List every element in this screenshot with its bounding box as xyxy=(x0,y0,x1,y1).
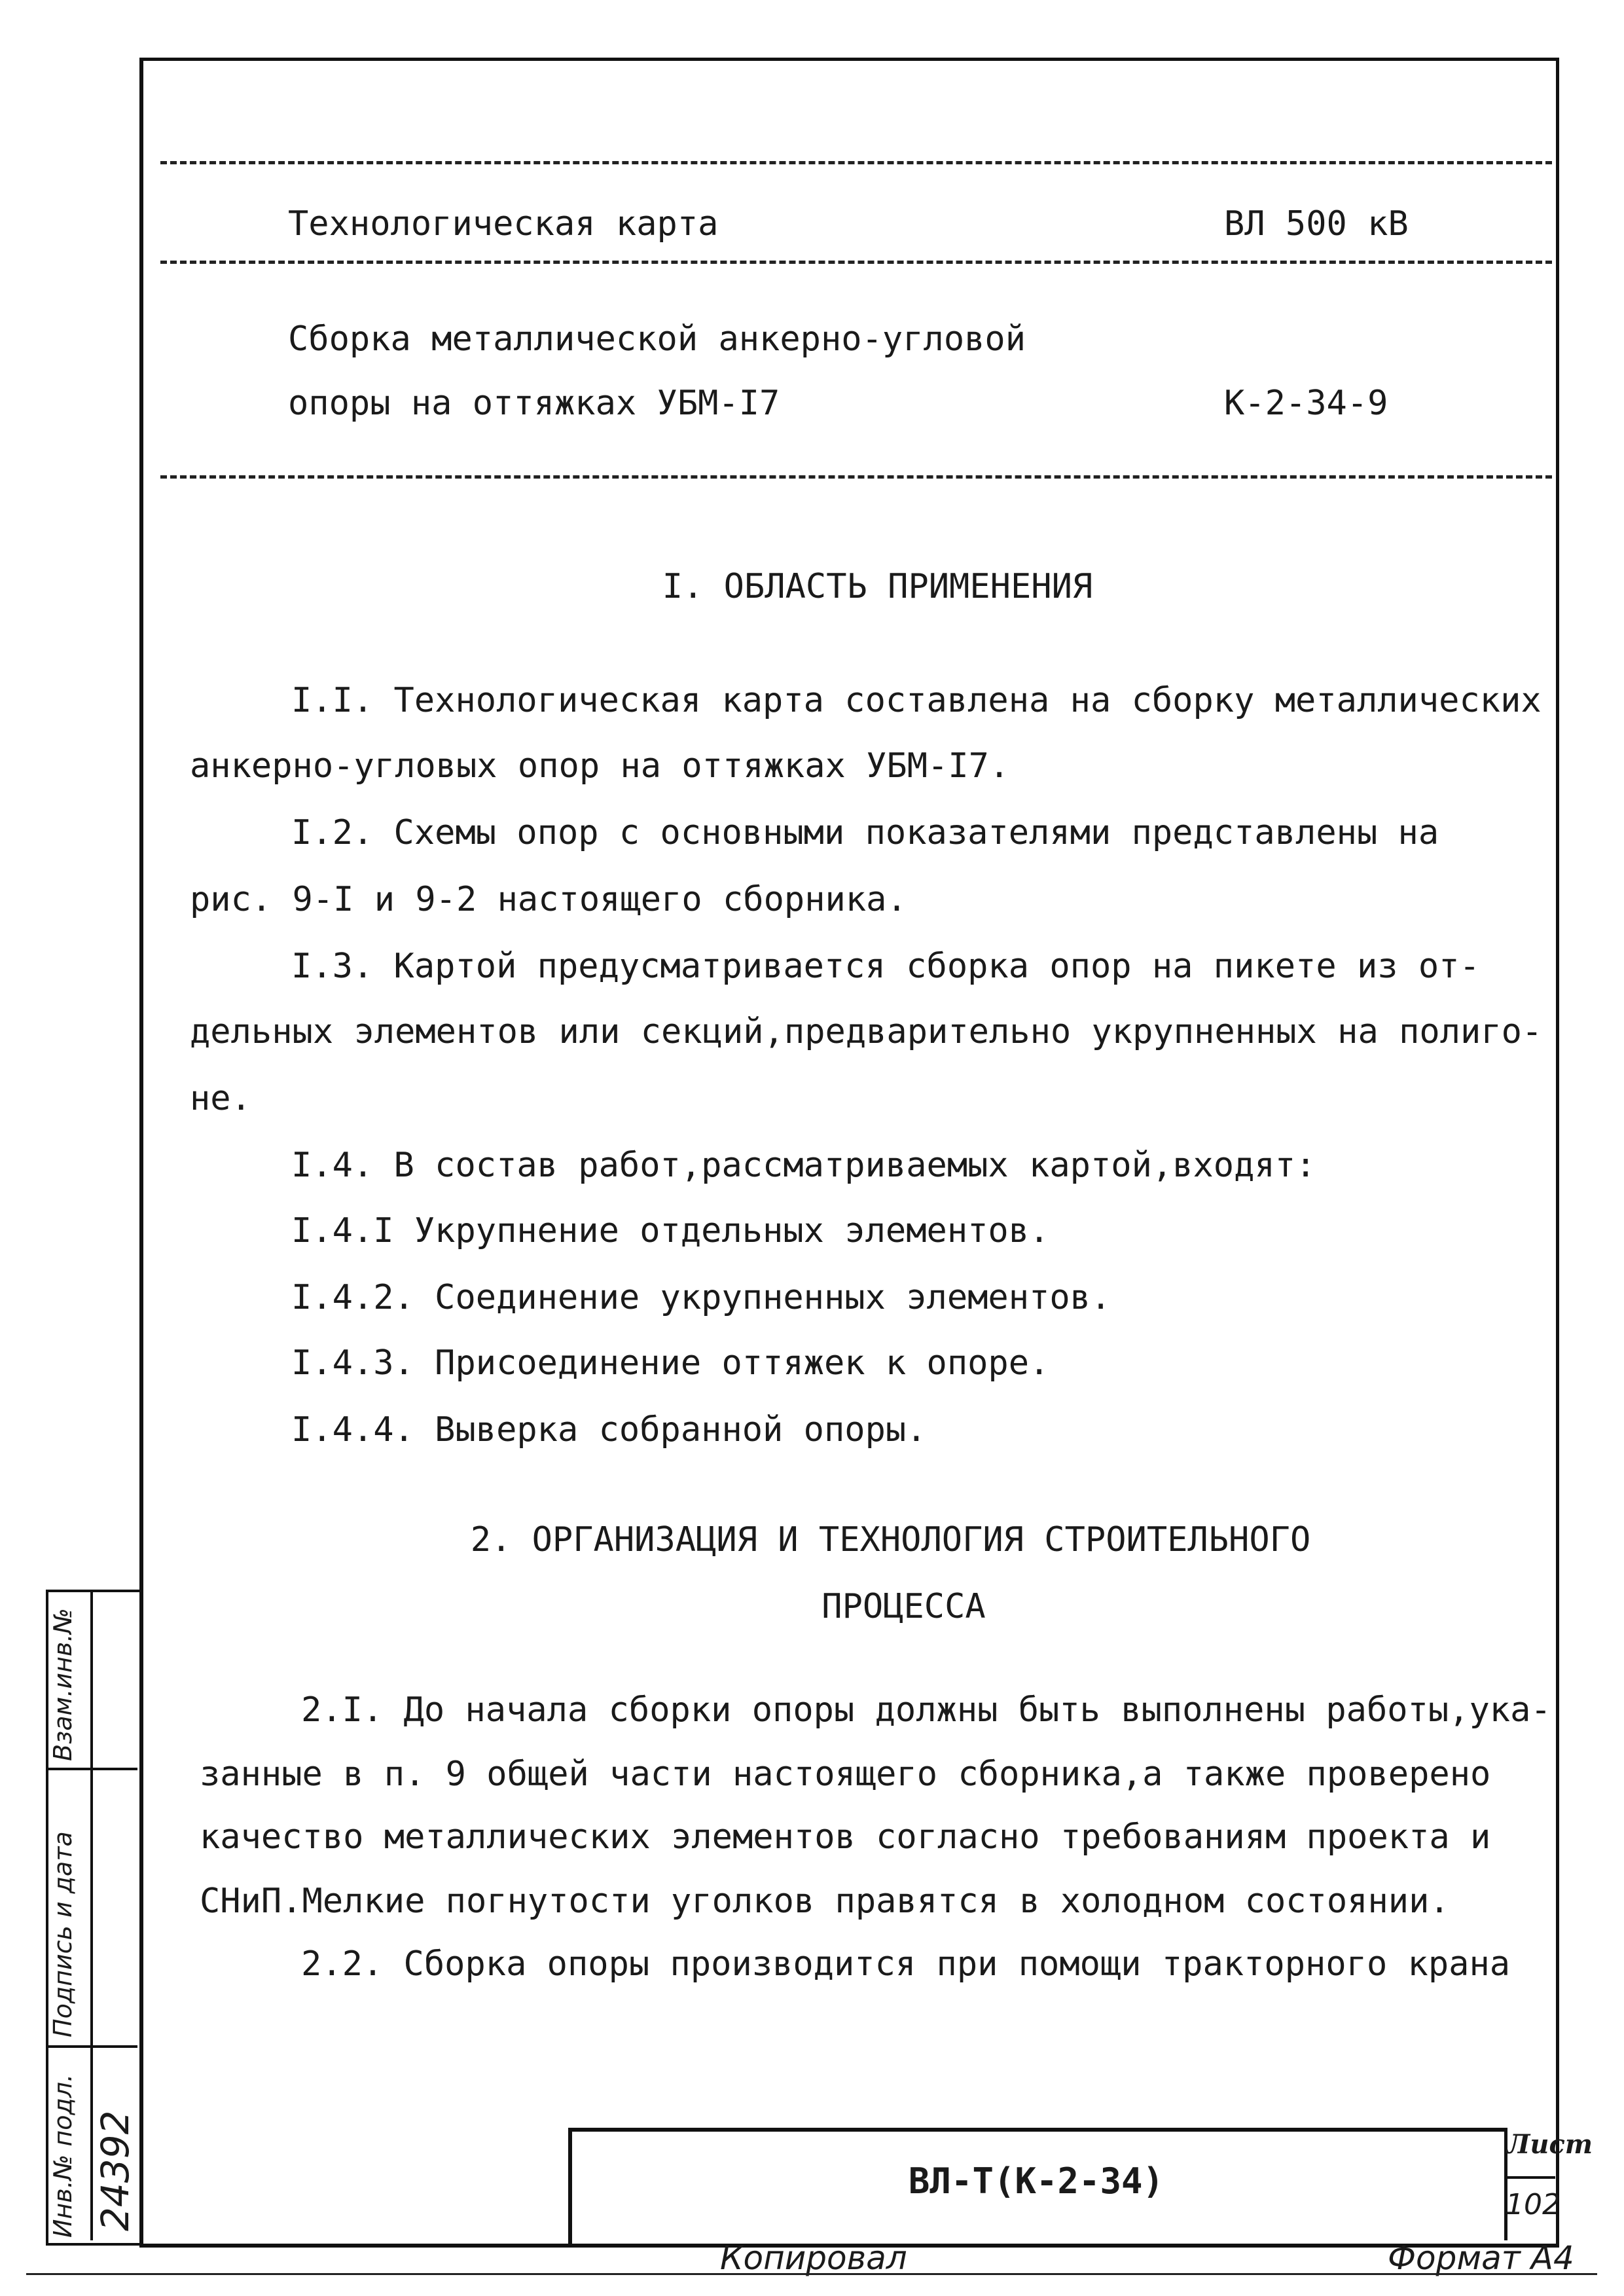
side-block-divider xyxy=(46,2045,137,2048)
body-line: I.I. Технологическая карта составлена на сборку металлических xyxy=(291,681,1542,720)
section2-heading-line1: 2. ОРГАНИЗАЦИЯ И ТЕХНОЛОГИЯ СТРОИТЕЛЬНОГО xyxy=(470,1520,1311,1559)
body-line: I.4.3. Присоединение оттяжек к опоре. xyxy=(291,1343,1050,1383)
doc-code: К-2-34-9 xyxy=(1224,384,1388,423)
inv-number-label: Инв.№ подл. xyxy=(48,2073,77,2238)
body-line: I.4.4. Выверка собранной опоры. xyxy=(291,1410,927,1449)
body-line: анкерно-угловых опор на оттяжках УБМ-I7. xyxy=(190,746,1010,786)
line-voltage: ВЛ 500 кВ xyxy=(1224,204,1409,244)
body-line: I.4. В состав работ,рассматриваемых картой,входят: xyxy=(291,1146,1316,1185)
body-line: 2.2. Сборка опоры производится при помощи тракторного крана xyxy=(301,1944,1511,1984)
sheet-number: 102 xyxy=(1506,2188,1561,2221)
title-block-code: ВЛ-Т(К-2-34) xyxy=(908,2160,1164,2202)
section1-heading: I. ОБЛАСТЬ ПРИМЕНЕНИЯ xyxy=(662,567,1093,606)
copied-note: Копировал xyxy=(720,2239,907,2277)
section2-heading-line2: ПРОЦЕССА xyxy=(821,1587,986,1626)
side-block-divider xyxy=(46,1768,137,1770)
format-note: Формат А4 xyxy=(1388,2239,1574,2277)
body-line: I.2. Схемы опор с основными показателями представлены на xyxy=(291,813,1439,852)
replace-inv-label: Взам.инв.№ xyxy=(48,1608,77,1761)
bottom-rule xyxy=(26,2273,1597,2275)
body-line: дельных элементов или секций,предварительно укрупненных на полиго- xyxy=(190,1012,1543,1051)
dashed-rule xyxy=(160,261,1552,264)
body-line: занные в п. 9 общей части настоящего сборника,а также проверено xyxy=(200,1755,1491,1794)
body-line: 2.I. До начала сборки опоры должны быть выполнены работы,ука- xyxy=(301,1690,1551,1730)
doc-type: Технологическая карта xyxy=(288,204,719,244)
body-line: I.3. Картой предусматривается сборка опор на пикете из от- xyxy=(291,947,1480,986)
body-line: I.4.I Укрупнение отдельных элементов. xyxy=(291,1211,1050,1250)
sheet-label: Лист xyxy=(1507,2129,1593,2160)
body-line: СНиП.Мелкие погнутости уголков правятся в холодном состоянии. xyxy=(200,1882,1450,1921)
body-line: I.4.2. Соединение укрупненных элементов. xyxy=(291,1278,1111,1317)
body-line: не. xyxy=(190,1079,251,1118)
dashed-rule xyxy=(160,475,1552,479)
doc-title-line1: Сборка металлической анкерно-угловой xyxy=(288,319,1026,359)
body-line: качество металлических элементов согласно требованиям проекта и xyxy=(200,1817,1491,1857)
sheet-divider xyxy=(1504,2176,1555,2179)
doc-title-line2: опоры на оттяжках УБМ-I7 xyxy=(288,384,780,423)
dashed-rule xyxy=(160,161,1552,164)
sign-date-label: Подпись и дата xyxy=(48,1831,77,2037)
inv-number-value: 24392 xyxy=(93,2110,137,2231)
body-line: рис. 9-I и 9-2 настоящего сборника. xyxy=(190,880,907,919)
